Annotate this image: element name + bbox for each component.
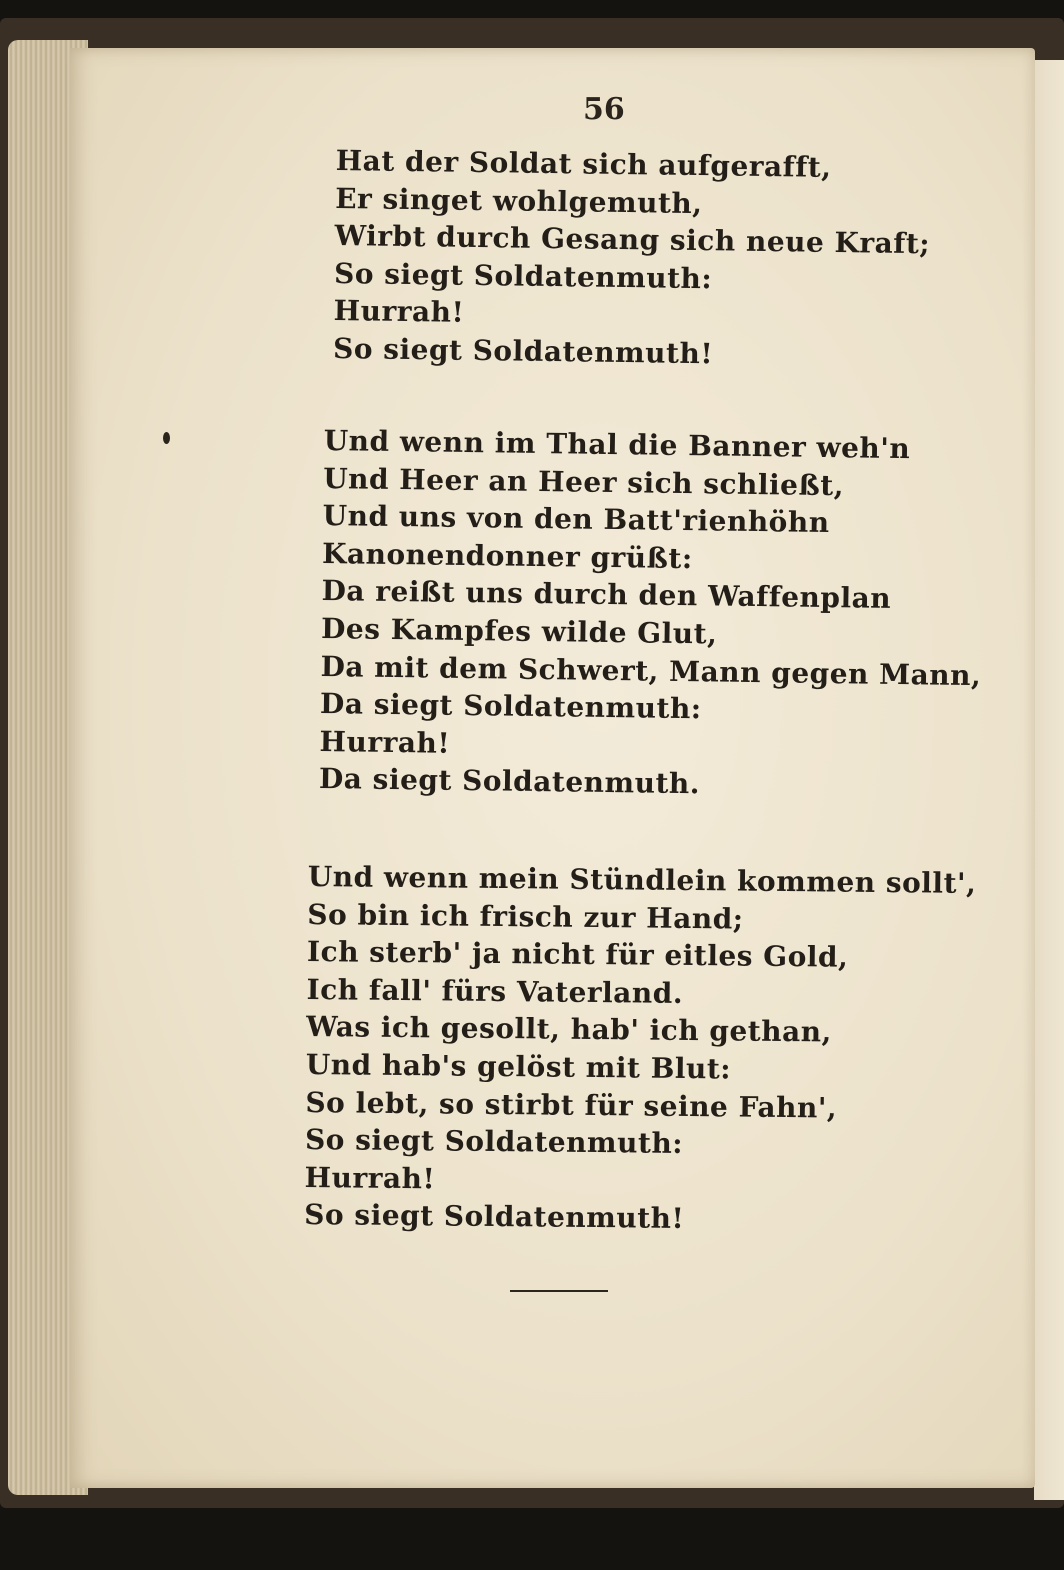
verse-line: So siegt Soldatenmuth! [332, 331, 714, 371]
verse-line: Kanonendonner grüßt: [321, 536, 693, 575]
stanza-1 [333, 142, 932, 376]
verse-line: So siegt Soldatenmuth: [304, 1123, 684, 1161]
verse-line: Was ich gesollt, hab' ich gethan, [306, 1010, 833, 1049]
facing-page-edge [1034, 60, 1064, 1500]
verse-line: Des Kampfes wilde Glut, [320, 611, 718, 651]
verse-line: Da mit dem Schwert, Mann gegen Mann, [320, 649, 982, 692]
verse-line: Da reißt uns durch den Waffenplan [321, 574, 892, 616]
verse-line: So lebt, so stirbt für seine Fahn', [305, 1085, 838, 1125]
verse-line: Ich fall' fürs Vaterland. [306, 972, 684, 1010]
end-rule [510, 1290, 608, 1292]
verse-line: Und Heer an Heer sich schließt, [322, 461, 845, 502]
verse-line: So siegt Soldatenmuth: [333, 256, 713, 296]
verse-line: Er singet wohlgemuth, [334, 181, 703, 220]
verse-line: Hurrah! [319, 724, 451, 760]
ink-speck [163, 432, 170, 444]
verse-line: Wirbt durch Gesang sich neue Kraft; [334, 219, 931, 261]
verse-line: Ich sterb' ja nicht für eitles Gold, [306, 935, 849, 974]
verse-line: Und wenn mein Stündlein kommen sollt', [307, 859, 977, 900]
verse-line: Da siegt Soldatenmuth: [319, 687, 702, 726]
stanza-2 [319, 422, 985, 807]
verse-line: So siegt Soldatenmuth! [304, 1198, 685, 1236]
page-number: 56 [583, 92, 625, 127]
verse-line: Und wenn im Thal die Banner weh'n [323, 423, 911, 466]
verse-line: Hurrah! [304, 1160, 436, 1196]
verse-line: Und uns von den Batt'rienhöhn [322, 499, 830, 540]
verse-line: Da siegt Soldatenmuth. [318, 762, 701, 801]
verse-line: Und hab's gelöst mit Blut: [305, 1047, 732, 1086]
stanza-3 [304, 858, 976, 1241]
verse-line: Hat der Soldat sich aufgerafft, [335, 143, 832, 184]
verse-line: So bin ich frisch zur Hand; [307, 897, 744, 936]
verse-line: Hurrah! [333, 294, 465, 330]
